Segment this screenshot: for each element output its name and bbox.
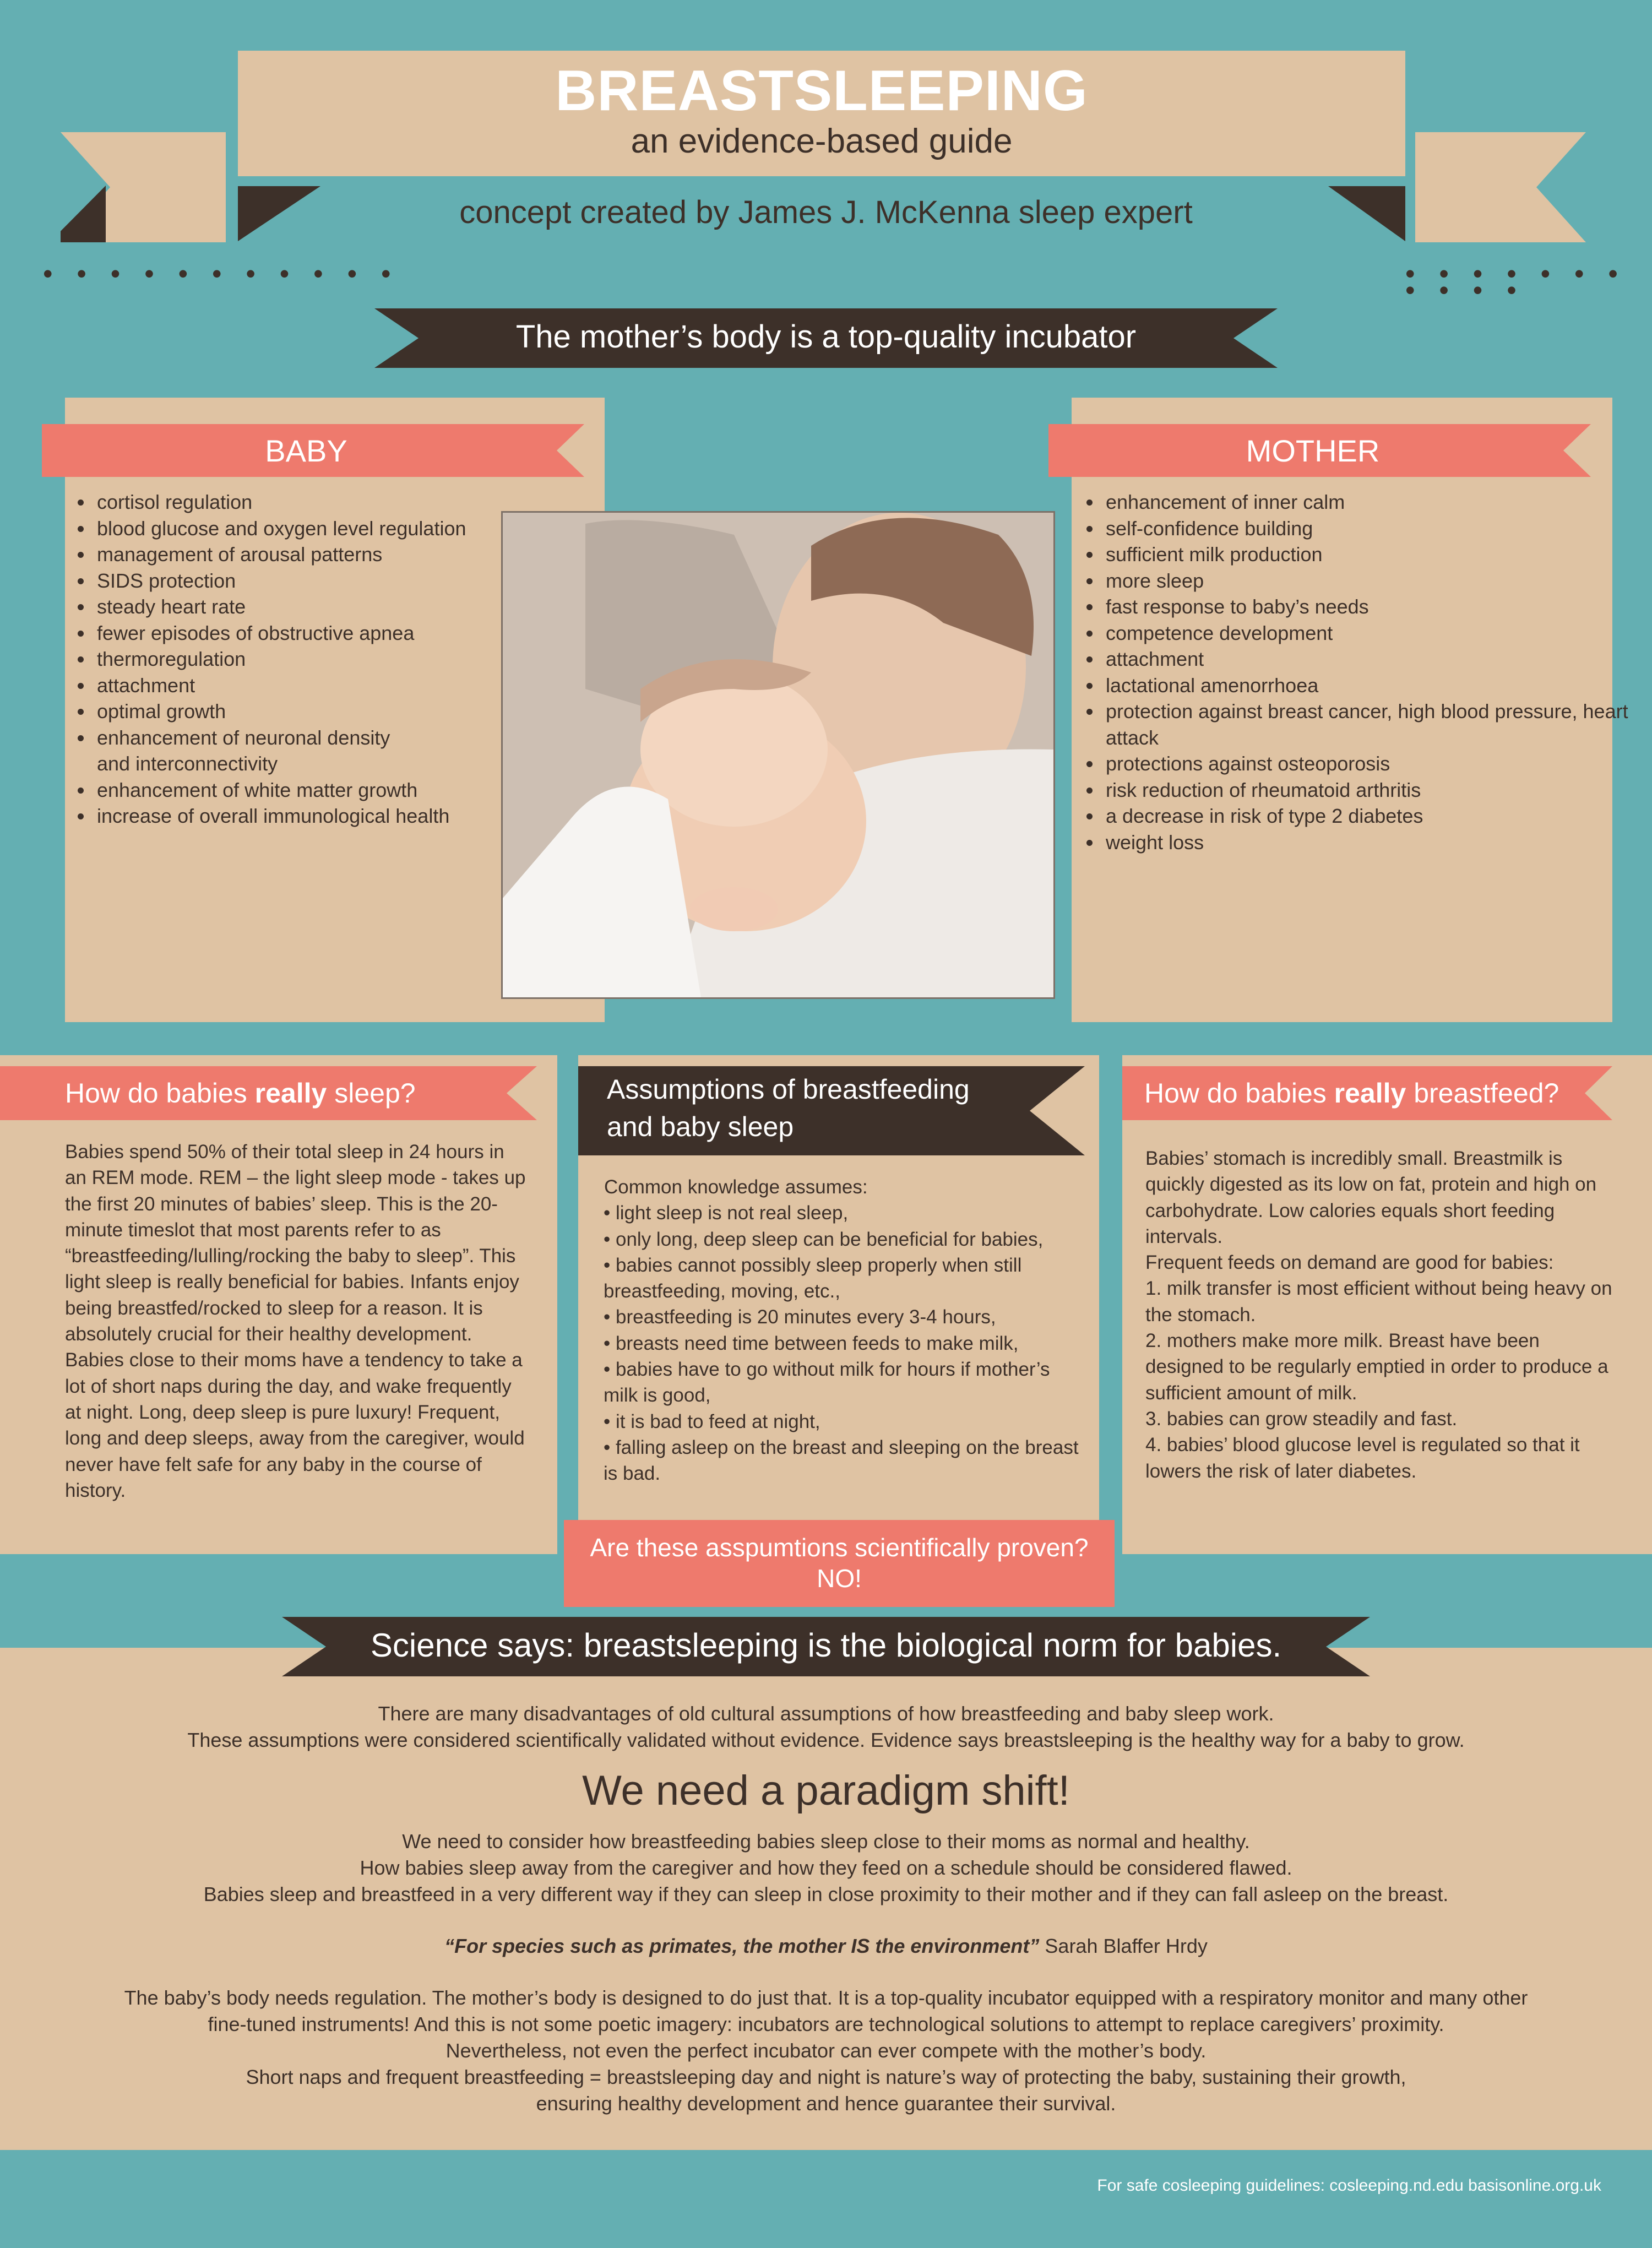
text-line: ensuring healthy development and hence guarantee their survival.: [536, 2092, 1116, 2115]
list-item: • SIDS protection: [94, 568, 529, 594]
paragraph: Babies’ stomach is incredibly small. Breastmilk is quickly digested as its low on fat, protein and high on carbohydrate. Low calories equals short feeding intervals.: [1145, 1148, 1597, 1247]
baby-heading: BABY: [265, 433, 347, 468]
assumptions-text: [604, 1174, 1088, 1487]
page-title: BREASTSLEEPING: [555, 59, 1088, 123]
text-line: Nevertheless, not even the perfect incubator can ever compete with the mother’s body.: [445, 2039, 1207, 2062]
list-item: • attachment: [94, 672, 529, 699]
list-item: • self-confidence building: [1102, 515, 1631, 542]
baby-benefits-list: [65, 489, 529, 829]
list-item: • it is bad to feed at night,: [604, 1410, 820, 1432]
feed-heading: How do babies really breastfeed?: [1144, 1078, 1559, 1109]
decorative-dots-right: • • • • • • • • • • •: [1405, 258, 1626, 306]
list-item: • attachment: [1102, 646, 1631, 672]
quote-text: “For species such as primates, the mother IS the environment”: [444, 1935, 1040, 1957]
paragraph: 3. babies can grow steadily and fast.: [1145, 1408, 1458, 1430]
paragraph: Babies spend 50% of their total sleep in 24 hours in an REM mode. REM – the light sleep mode - takes up the first 20 minutes of babies’ sleep. This is the 20-minute timeslot that most parents refer to as “breastfeeding/lulling/rocking the baby to sleep”. This light sleep is really beneficial for babies. Infants enjoy being breastfed/rocked to sleep for a reason. It is absolutely crucial for their healthy development.: [65, 1141, 526, 1345]
text-line: We need to consider how breastfeeding babies sleep close to their moms as normal and healthy.: [402, 1830, 1250, 1853]
bottom-closing: [0, 1985, 1652, 2117]
list-item: • a decrease in risk of type 2 diabetes: [1102, 803, 1631, 829]
list-item: • babies have to go without milk for hours if mother’s milk is good,: [604, 1359, 1050, 1407]
quote-author: Sarah Blaffer Hrdy: [1039, 1935, 1208, 1957]
assumptions-question: Are these asspumtions scientifically proven?: [590, 1533, 1089, 1562]
list-item: • steady heart rate: [94, 594, 529, 620]
list-item: • cortisol regulation: [94, 489, 529, 515]
mother-heading: MOTHER: [1246, 433, 1380, 468]
list-item: • falling asleep on the breast and sleeping on the breast is bad.: [604, 1436, 1079, 1485]
list-item: • risk reduction of rheumatoid arthritis: [1102, 777, 1631, 803]
feed-text: [1145, 1145, 1613, 1484]
incubator-banner: The mother’s body is a top-quality incubator: [515, 319, 1137, 355]
list-item: • management of arousal patterns: [94, 541, 529, 568]
assumptions-answer: NO!: [817, 1564, 862, 1593]
text-line: There are many disadvantages of old cultural assumptions of how breastfeeding and baby sleep work.: [378, 1702, 1274, 1725]
assumptions-intro: Common knowledge assumes:: [604, 1176, 868, 1198]
quote: [0, 1933, 1652, 1959]
list-item: • fast response to baby’s needs: [1102, 594, 1631, 620]
list-item: • protection against breast cancer, high blood pressure, heart attack: [1102, 698, 1631, 751]
paragraph: Frequent feeds on demand are good for babies:: [1145, 1252, 1554, 1274]
sleep-text: [65, 1139, 526, 1503]
text-line: The baby’s body needs regulation. The mother’s body is designed to do just that. It is a top-quality incubator equipped with a respiratory monitor and many other: [124, 1986, 1528, 2009]
title-banner: [238, 51, 1405, 176]
bottom-intro: [0, 1701, 1652, 1753]
list-item: • protections against osteoporosis: [1102, 751, 1631, 777]
list-item: • blood glucose and oxygen level regulation: [94, 515, 529, 542]
assumptions-list: [604, 1200, 1088, 1486]
decorative-dots-left: • • • • • • • • • • •: [43, 258, 399, 289]
list-item: • thermoregulation: [94, 646, 529, 672]
list-item: • only long, deep sleep can be beneficial for babies,: [604, 1228, 1044, 1250]
list-item: • breastfeeding is 20 minutes every 3-4 hours,: [604, 1306, 996, 1328]
list-item: • lactational amenorrhoea: [1102, 672, 1631, 699]
list-item: • enhancement of inner calm: [1102, 489, 1631, 515]
list-item: • optimal growth: [94, 698, 529, 725]
list-item: • enhancement of white matter growth: [94, 777, 529, 803]
footer-links: For safe cosleeping guidelines: cosleeping.nd.edu basisonline.org.uk: [1097, 2176, 1601, 2195]
list-item: • enhancement of neuronal density and interconnectivity: [94, 725, 427, 777]
list-item: • fewer episodes of obstructive apnea: [94, 620, 529, 647]
bottom-consider: [0, 1828, 1652, 1908]
list-item: • light sleep is not real sleep,: [604, 1202, 849, 1224]
list-item: • increase of overall immunological health: [94, 803, 529, 829]
text-line: How babies sleep away from the caregiver and how they feed on a schedule should be considered flawed.: [360, 1856, 1292, 1879]
text-line: Short naps and frequent breastfeeding = breastsleeping day and night is nature’s way of protecting the baby, sustaining their growth,: [246, 2066, 1406, 2088]
paradigm-shift-heading: We need a paradigm shift!: [582, 1767, 1070, 1814]
paragraph: 2. mothers make more milk. Breast have been designed to be regularly emptied in order to produce a sufficient amount of milk.: [1145, 1330, 1608, 1404]
concept-credit: concept created by James J. McKenna sleep expert: [459, 194, 1193, 230]
list-item: • weight loss: [1102, 829, 1631, 856]
text-line: fine-tuned instruments! And this is not some poetic imagery: incubators are technological solutions to attempt to replace caregivers’ proximity.: [208, 2013, 1444, 2035]
list-item: • competence development: [1102, 620, 1631, 647]
paragraph: 4. babies’ blood glucose level is regulated so that it lowers the risk of later diabetes.: [1145, 1434, 1580, 1482]
science-banner: Science says: breastsleeping is the biological norm for babies.: [370, 1627, 1282, 1664]
text-line: These assumptions were considered scientifically validated without evidence. Evidence says breastsleeping is the healthy way for a baby to grow.: [187, 1729, 1465, 1751]
assumptions-question-box: [564, 1520, 1115, 1607]
text-line: Babies sleep and breastfeed in a very different way if they can sleep in close proximity to their mother and if they can fall asleep on the breast.: [203, 1883, 1449, 1905]
mother-baby-photo: [501, 511, 1055, 999]
list-item: • sufficient milk production: [1102, 541, 1631, 568]
list-item: • babies cannot possibly sleep properly when still breastfeeding, moving, etc.,: [604, 1254, 1022, 1302]
paragraph: Babies close to their moms have a tendency to take a lot of short naps during the day, and wake frequently at night. Long, deep sleep is pure luxury! Frequent, long and deep sleeps, away from the caregiver, would never have felt safe for any baby in the course of history.: [65, 1349, 525, 1501]
mother-benefits-list: [1074, 489, 1631, 855]
list-item: • breasts need time between feeds to make milk,: [604, 1332, 1019, 1354]
paragraph: 1. milk transfer is most efficient without being heavy on the stomach.: [1145, 1278, 1612, 1326]
assumptions-heading: Assumptions of breastfeeding and baby sleep: [607, 1074, 970, 1142]
sleep-heading: How do babies really sleep?: [65, 1078, 416, 1109]
list-item: • more sleep: [1102, 568, 1631, 594]
page-subtitle: an evidence-based guide: [631, 122, 1013, 160]
